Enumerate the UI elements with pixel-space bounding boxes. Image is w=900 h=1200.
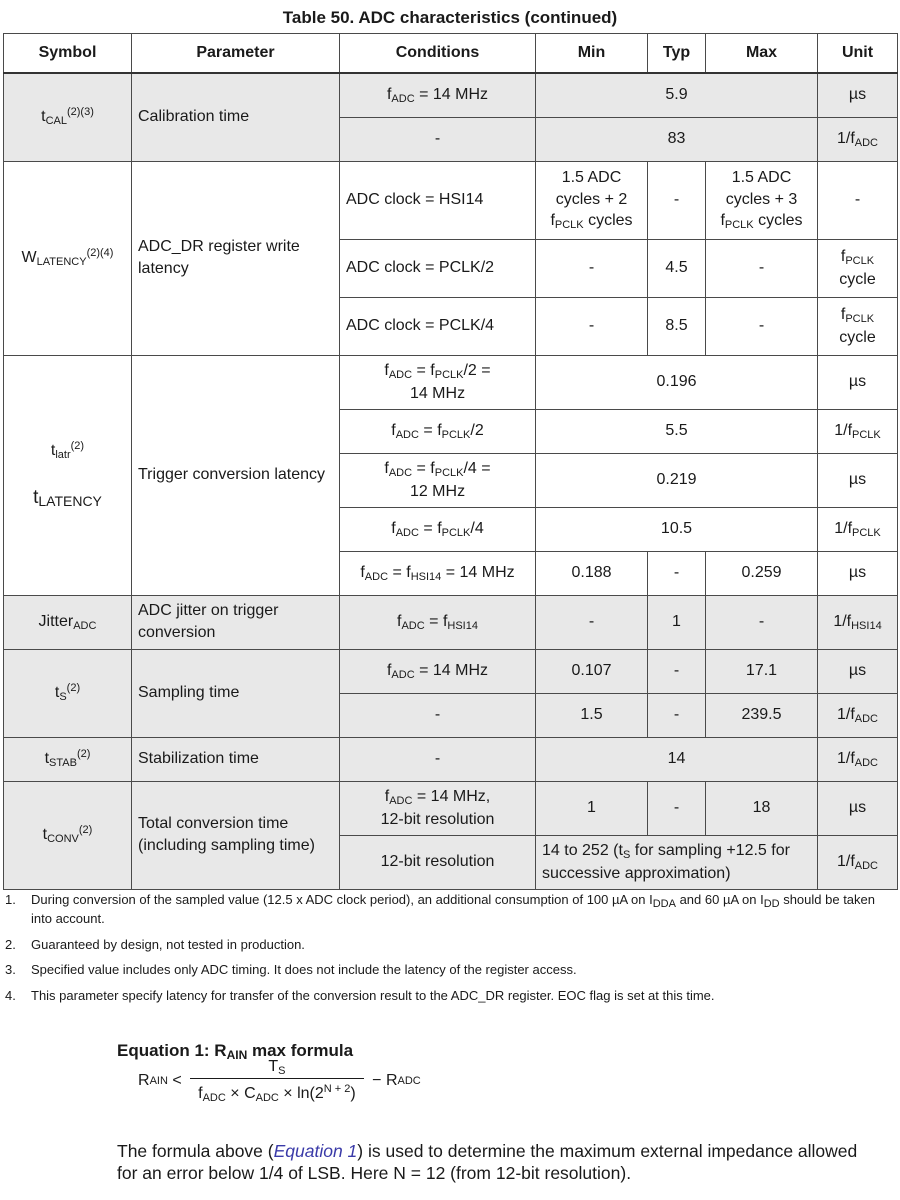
footnote: 1. During conversion of the sampled value (12.5 x ADC clock period), an additional consumption of 100 µA on $I_{DDA}$ and 60 µA on $I_{DD}$ should be taken into account.: [5, 892, 885, 927]
condition-cell: $f_{ADC} = f_{PCLK}/4$: [340, 507, 536, 551]
min-cell: 0.188: [536, 551, 648, 595]
max-cell: -: [706, 239, 818, 297]
parameter-cell: Calibration time: [132, 73, 340, 161]
unit-cell: $f_{PCLK}$ cycle: [818, 297, 898, 355]
header-conditions: Conditions: [340, 34, 536, 74]
footnote-text: Guaranteed by design, not tested in production.: [31, 936, 305, 952]
symbol-cell: $t_{STAB}^{(2)}$: [4, 737, 132, 781]
header-unit: Unit: [818, 34, 898, 74]
formula-explanation: The formula above (Equation 1) is used to determine the maximum external impedance allowed for an error below 1/4 of LSB. Here N = 12 (from 12-bit resolution).: [117, 1141, 858, 1184]
min-cell: -: [536, 297, 648, 355]
equation-title: Equation 1: $R_{AIN}$ max formula: [117, 1041, 354, 1062]
unit-cell: µs: [818, 781, 898, 835]
condition-cell: ADC clock = PCLK/2: [340, 239, 536, 297]
condition-cell: 12-bit resolution: [340, 835, 536, 889]
typ-cell: 4.5: [648, 239, 706, 297]
min-cell: -: [536, 239, 648, 297]
unit-cell: µs: [818, 355, 898, 409]
table-footnotes: [5, 892, 885, 1014]
table-row: [4, 73, 898, 117]
header-min: Min: [536, 34, 648, 74]
value-cell: 5.9: [536, 73, 818, 117]
footnote: 4. This parameter specify latency for transfer of the conversion result to the ADC_DR register. EOC flag is set at this time.: [5, 987, 715, 1003]
symbol-cell: $t_{CAL}^{(2)(3)}$: [4, 73, 132, 161]
footnote-text: Specified value includes only ADC timing. It does not include the latency of the register access.: [31, 962, 577, 978]
parameter-cell: Total conversion time (including sampling time): [132, 781, 340, 889]
unit-cell: µs: [818, 453, 898, 507]
parameter-cell: Trigger conversion latency: [132, 355, 340, 595]
unit-cell: $1/f_{PCLK}$: [818, 507, 898, 551]
table-row: [4, 649, 898, 693]
value-cell: 14: [536, 737, 818, 781]
unit-cell: $1/f_{ADC}$: [818, 693, 898, 737]
unit-cell: µs: [818, 551, 898, 595]
unit-cell: µs: [818, 649, 898, 693]
max-cell: 1.5 ADC cycles + 3 $f_{PCLK}$ cycles: [706, 161, 818, 239]
typ-cell: -: [648, 649, 706, 693]
header-symbol: Symbol: [4, 34, 132, 74]
condition-cell: $f_{ADC} = f_{PCLK}/4$ = 12 MHz: [340, 453, 536, 507]
equation-formula: R AIN < $\frac{T_S}{f_{ADC} \times C_{ADC} \times \ln(2^{N + 2})}$ − R ADC: [138, 1058, 421, 1104]
table-title: Table 50. ADC characteristics (continued): [282, 8, 618, 27]
unit-cell: $1/f_{PCLK}$: [818, 409, 898, 453]
symbol-cell: Jitter$_{ADC}$: [4, 595, 132, 649]
value-cell: 0.219: [536, 453, 818, 507]
parameter-cell: ADC_DR register write latency: [132, 161, 340, 355]
condition-cell: $f_{ADC} = 14$ MHz: [340, 73, 536, 117]
condition-cell: -: [340, 117, 536, 161]
max-cell: -: [706, 297, 818, 355]
table-row: [4, 781, 898, 835]
symbol-cell: $t_{latr}^{(2)}$ $t_{LATENCY}$: [4, 355, 132, 595]
condition-cell: ADC clock = HSI14: [340, 161, 536, 239]
value-cell: 10.5: [536, 507, 818, 551]
min-cell: 0.107: [536, 649, 648, 693]
condition-cell: ADC clock = PCLK/4: [340, 297, 536, 355]
footnote: 2. Guaranteed by design, not tested in production.: [5, 936, 305, 952]
min-cell: 1.5 ADC cycles + 2 $f_{PCLK}$ cycles: [536, 161, 648, 239]
symbol-cell: $t_S^{(2)}$: [4, 649, 132, 737]
unit-cell: -: [818, 161, 898, 239]
condition-cell: $f_{ADC} = 14$ MHz: [340, 649, 536, 693]
condition-cell: $f_{ADC} = 14$ MHz, 12-bit resolution: [340, 781, 536, 835]
table-row: [4, 161, 898, 239]
unit-cell: $1/f_{HSI14}$: [818, 595, 898, 649]
table-row: [4, 355, 898, 409]
unit-cell: $1/f_{ADC}$: [818, 737, 898, 781]
symbol-cell: $W_{LATENCY}^{(2)(4)}$: [4, 161, 132, 355]
header-parameter: Parameter: [132, 34, 340, 74]
max-cell: 18: [706, 781, 818, 835]
max-cell: 17.1: [706, 649, 818, 693]
max-cell: 239.5: [706, 693, 818, 737]
parameter-cell: ADC jitter on trigger conversion: [132, 595, 340, 649]
header-max: Max: [706, 34, 818, 74]
min-cell: 1.5: [536, 693, 648, 737]
equation-link[interactable]: Equation 1: [273, 1141, 358, 1161]
footnote: 3. Specified value includes only ADC timing. It does not include the latency of the register access.: [5, 962, 577, 978]
typ-cell: 1: [648, 595, 706, 649]
footnote-text: This parameter specify latency for transfer of the conversion result to the ADC_DR register. EOC flag is set at this time.: [31, 987, 715, 1003]
parameter-cell: Stabilization time: [132, 737, 340, 781]
header-typ: Typ: [648, 34, 706, 74]
typ-cell: -: [648, 693, 706, 737]
table-row: [4, 737, 898, 781]
typ-cell: -: [648, 551, 706, 595]
typ-cell: -: [648, 161, 706, 239]
footnote-text: During conversion of the sampled value (12.5 x ADC clock period), an additional consumption of 100 µA on $I_{DDA}$ and 60 µA on $I_{DD}$ should be taken into account.: [31, 892, 875, 927]
unit-cell: $f_{PCLK}$ cycle: [818, 239, 898, 297]
condition-cell: $f_{ADC} = f_{HSI14}$: [340, 595, 536, 649]
unit-cell: µs: [818, 73, 898, 117]
value-cell: 83: [536, 117, 818, 161]
unit-cell: $1/f_{ADC}$: [818, 117, 898, 161]
value-cell: 5.5: [536, 409, 818, 453]
value-cell: 14 to 252 ($t_S$ for sampling +12.5 for successive approximation): [536, 835, 818, 889]
table-row: [4, 595, 898, 649]
condition-cell: $f_{ADC} = f_{PCLK}/2$ = 14 MHz: [340, 355, 536, 409]
typ-cell: -: [648, 781, 706, 835]
unit-cell: $1/f_{ADC}$: [818, 835, 898, 889]
condition-cell: $f_{ADC} = f_{PCLK}/2$: [340, 409, 536, 453]
condition-cell: $f_{ADC} = f_{HSI14} = 14$ MHz: [340, 551, 536, 595]
value-cell: 0.196: [536, 355, 818, 409]
condition-cell: -: [340, 693, 536, 737]
min-cell: 1: [536, 781, 648, 835]
symbol-cell: $t_{CONV}^{(2)}$: [4, 781, 132, 889]
typ-cell: 8.5: [648, 297, 706, 355]
header-row: [4, 34, 898, 74]
condition-cell: -: [340, 737, 536, 781]
max-cell: -: [706, 595, 818, 649]
min-cell: -: [536, 595, 648, 649]
max-cell: 0.259: [706, 551, 818, 595]
formula-fraction: $\frac{T_S}{f_{ADC} \times C_{ADC} \times \ln(2^{N + 2})}$: [190, 1058, 364, 1104]
adc-characteristics-table: [3, 33, 898, 890]
parameter-cell: Sampling time: [132, 649, 340, 737]
